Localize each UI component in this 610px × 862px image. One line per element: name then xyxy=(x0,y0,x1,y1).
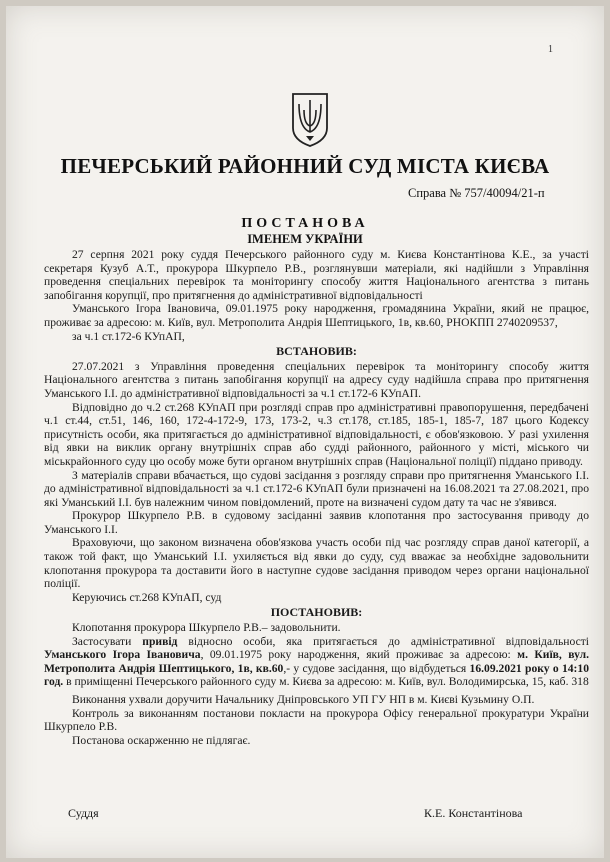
paragraph-intro: 27 серпня 2021 року суддя Печерського районного суду м. Києва Константінова К.Е., за участі секретаря Кузуб А.Т., прокурора Шкурпело Р.В., розглянувши матеріали, які надійшли з Управління проведення спеціальних перевірок та моніторингу способу життя Національного агентства з питань запобігання корупції, про притягнення до адміністративної відповідальності xyxy=(44,248,589,302)
document-page xyxy=(6,6,604,858)
paragraph-law: Відповідно до ч.2 ст.268 КУпАП при розгляді справ про адміністративні правопорушення, передбачені ч.1 ст.44, ст.51, 146, 160, 172-4-172-9, 173, 173-2, ч.3 ст.178, ст.185, 185-1, 185-7, 187 цього Кодексу присутність особи, яка притягається до адміністративної відповідальності, є обов'язковою. У разі ухилення від явки на виклик органу внутрішніх справ або судді районного, районного у місті, міського чи міськрайонного суду цю особу може бути органом внутрішніх справ (Національної поліції) піддано приводу. xyxy=(44,400,589,468)
document-body xyxy=(44,248,589,747)
paragraph-defendant: Уманського Ігора Івановича, 09.01.1975 року народження, громадянина України, який не працює, проживає за адресою: м. Київ, вул. Метрополита Андрія Шептицького, 1в, кв.60, РНОКПП 2740209537, xyxy=(44,302,589,329)
paragraph-apply-arrest: Застосувати привід відносно особи, яка притягається до адміністративної відповідальності Уманського Ігора Івановича, 09.01.1975 року народження, який проживає за адресою: м. Київ, вул. Метрополита Андрія Шептицького, 1в, кв.60,- у судове засідання, що відбудеться 16.09.2021 року о 14:10 год. в приміщенні Печерського районного суду м. Києва за адресою: м. Київ, вул. Володимирська, 15, каб. 318 xyxy=(44,634,590,689)
paragraph-motion-granted: Клопотання прокурора Шкурпело Р.В.– задовольнити. xyxy=(72,621,341,635)
signature-label: Суддя xyxy=(68,806,99,820)
signature-name: К.Е. Константінова xyxy=(424,806,523,820)
paragraph-not-appealable: Постанова оскарженню не підлягає. xyxy=(72,733,251,747)
case-number: Справа № 757/40094/21-п xyxy=(408,186,545,200)
section-heading-established: ВСТАНОВИВ: xyxy=(276,344,357,359)
paragraph-guided: Керуючись ст.268 КУпАП, суд xyxy=(72,590,222,604)
paragraph-received: 27.07.2021 з Управління проведення спеціальних перевірок та моніторингу способу життя Національного агентства з питань запобігання корупції на адресу суду надійшла справа про притягнення Уманського І.І. до адміністративної відповідальності за ч.1 ст.172-6 КУпАП. xyxy=(44,359,589,400)
court-name-heading: ПЕЧЕРСЬКИЙ РАЙОННИЙ СУД МІСТА КИЄВА xyxy=(60,154,550,178)
page-number: 1 xyxy=(548,44,553,55)
paragraph-article: за ч.1 ст.172-6 КУпАП, xyxy=(72,329,185,343)
document-subtitle: ІМЕНЕМ УКРАЇНИ xyxy=(247,232,363,246)
paragraph-evidence: З матеріалів справи вбачається, що судові засідання з розгляду справи про притягнення Уманського І.І. до адміністративної відповідальності за ч.1 ст.172-6 КУпАП були призначені на 16.08.2021 та 27.08.2021, про які Уманський І.І. був належним чином повідомлений, проте на визначені судом дату та час не з'явився. xyxy=(44,468,589,509)
paragraph-execution: Виконання ухвали доручити Начальнику Дніпровського УП ГУ НП в м. Києві Кузьмину О.П. xyxy=(72,693,535,706)
paragraph-control: Контроль за виконанням постанови покласти на прокурора Офісу генеральної прокуратури України Шкурпело Р.В. xyxy=(44,706,589,734)
section-heading-resolved: ПОСТАНОВИВ: xyxy=(270,605,363,620)
document-title: ПОСТАНОВА xyxy=(241,216,369,231)
trident-emblem-icon xyxy=(290,92,330,148)
paragraph-considering: Враховуючи, що законом визначена обов'язкова участь особи під час розгляду справ даної категорії, а також той факт, що Уманський І.І. ухиляється від явки до суду, суд вважає за необхідне задовольнити клопотання прокурора та доставити його в наступне судове засідання приводом через органи національної поліції. xyxy=(44,536,589,591)
paragraph-prosecutor-motion: Прокурор Шкурпело Р.В. в судовому засіданні заявив клопотання про застосування приводу до Уманського І.І. xyxy=(44,509,589,536)
